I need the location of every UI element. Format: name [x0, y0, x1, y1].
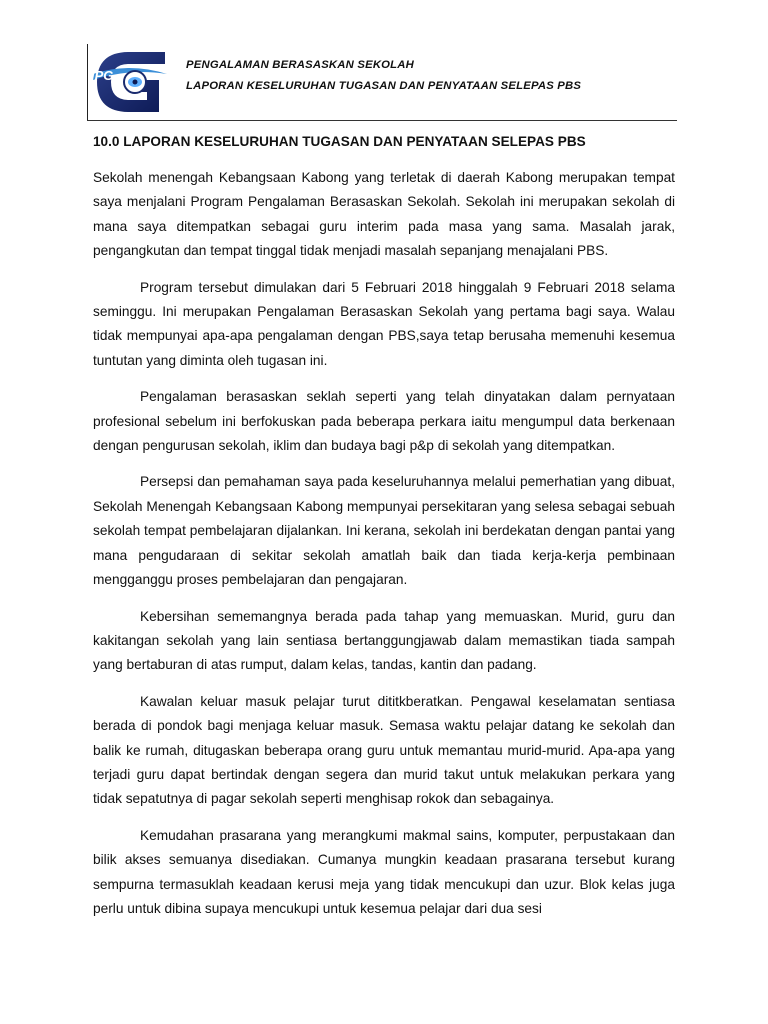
paragraph: Kawalan keluar masuk pelajar turut dititkberatkan. Pengawal keselamatan sentiasa berada di pondok bagi menjaga keluar masuk. Semasa waktu pelajar datang ke sekolah dan balik ke rumah, ditugaskan beberapa orang guru untuk memantau murid-murid. Apa-apa yang terjadi guru dapat bertindak dengan segera dan murid takut untuk melakukan perkara yang tidak sepatutnya di pagar sekolah seperti menghisap rokok dan sebagainya. — [93, 693, 675, 807]
logo-text: iPG — [91, 68, 114, 83]
report-body — [93, 166, 675, 933]
page-header — [0, 0, 768, 122]
section-title: 10.0 LAPORAN KESELURUHAN TUGASAN DAN PENYATAAN SELEPAS PBS — [93, 134, 586, 149]
header-divider — [87, 120, 677, 121]
paragraph: Kebersihan sememangnya berada pada tahap yang memuaskan. Murid, guru dan kakitangan sekolah yang lain sentiasa bertanggungjawab dalam memastikan tiada sampah yang bertaburan di atas rumput, dalam kelas, tandas, kantin dan padang. — [93, 608, 675, 673]
paragraph: Persepsi dan pemahaman saya pada keseluruhannya melalui pemerhatian yang dibuat, Sekolah Menengah Kebangsaan Kabong mempunyai persekitaran yang selesa sebagai sebuah sekolah tempat pembelajaran dijalankan. Ini kerana, sekolah ini berdekatan dengan pantai yang mana pengudaraan di sekitar sekolah amatlah baik dan tiada kerja-kerja pembinaan mengganggu proses pembelajaran dan pengajaran. — [93, 474, 675, 588]
paragraph: Pengalaman berasaskan seklah seperti yang telah dinyatakan dalam pernyataan profesional sebelum ini berfokuskan pada beberapa perkara iaitu mengumpul data berkenaan dengan pengurusan sekolah, iklim dan budaya bagi p&p di sekolah yang ditempatkan. — [93, 389, 675, 454]
paragraph: Sekolah menengah Kebangsaan Kabong yang terletak di daerah Kabong merupakan tempat saya menjalani Program Pengalaman Berasaskan Sekolah. Sekolah ini merupakan sekolah di mana saya ditempatkan sebagai guru interim pada masa yang sama. Masalah jarak, pengangkutan dan tempat tinggal tidak menjadi masalah sepanjang menajalani PBS. — [93, 170, 675, 259]
logo-frame — [87, 44, 170, 120]
header-title-line2: LAPORAN KESELURUHAN TUGASAN DAN PENYATAAN SELEPAS PBS — [186, 80, 582, 92]
header-title-line1: PENGALAMAN BERASASKAN SEKOLAH — [186, 59, 414, 71]
paragraph: Program tersebut dimulakan dari 5 Februari 2018 hinggalah 9 Februari 2018 selama seminggu. Ini merupakan Pengalaman Berasaskan Sekolah yang pertama bagi saya. Walau tidak mempunyai apa-apa pengalaman dengan PBS,saya tetap berusaha memenuhi kesemua tuntutan yang diminta oleh tugasan ini. — [93, 279, 675, 368]
paragraph: Kemudahan prasarana yang merangkumi makmal sains, komputer, perpustakaan dan bilik akses semuanya disediakan. Cumanya mungkin keadaan prasarana tersebut kurang sempurna termasuklah keadaan kerusi meja yang tidak mencukupi dan uzur. Blok kelas juga perlu untuk dibina supaya mencukupi untuk kesemua pelajar dari dua sesi — [93, 827, 675, 916]
